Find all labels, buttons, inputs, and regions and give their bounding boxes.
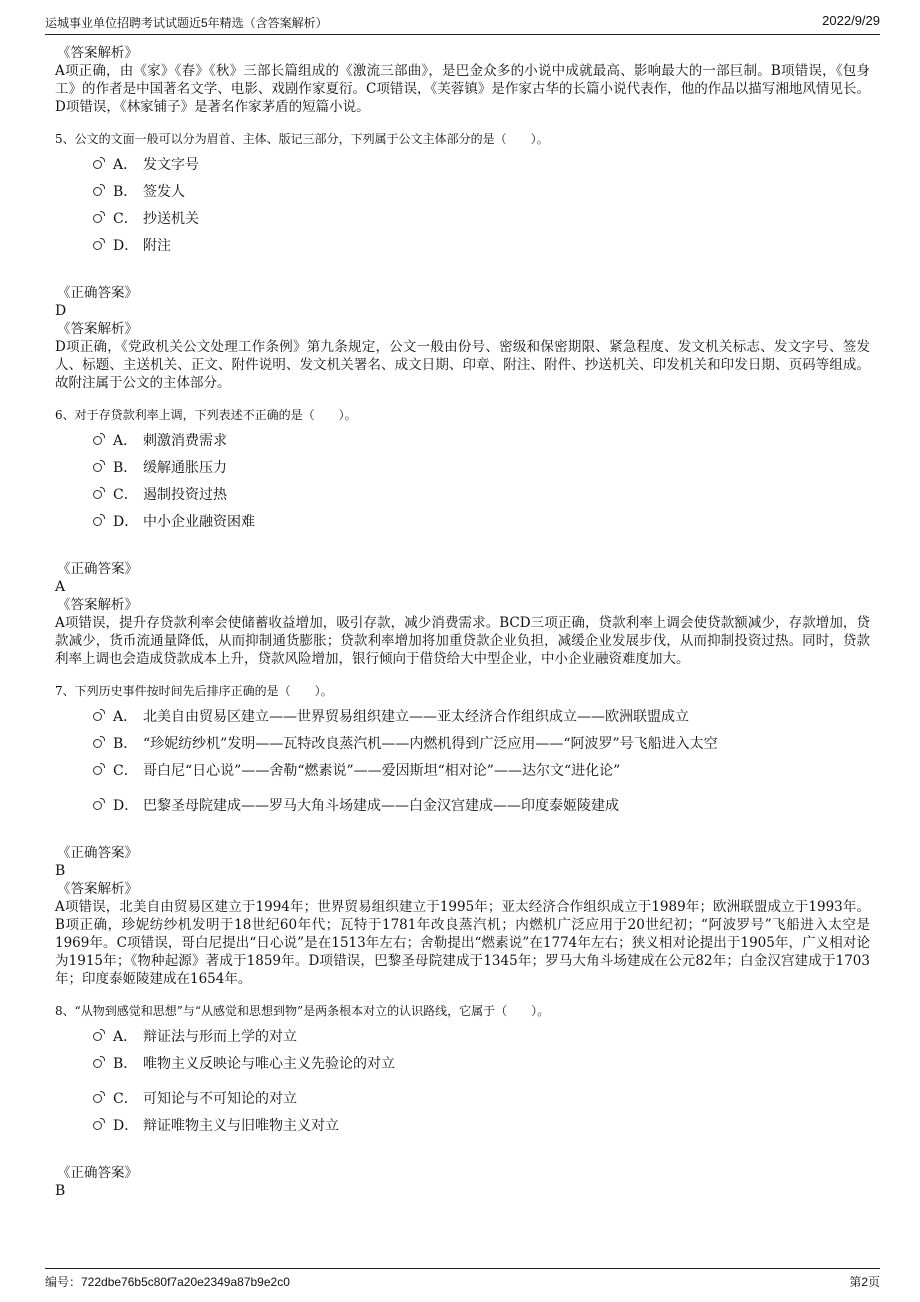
question-7 — [55, 682, 870, 988]
radio-icon[interactable] — [93, 241, 102, 250]
option-b[interactable]: B． 唯物主义反映论与唯心主义先验论的对立 — [55, 1053, 870, 1080]
analysis-label: 《答案解析》 — [57, 597, 138, 613]
page-number: 第2页 — [849, 1275, 880, 1289]
correct-answer-label: 《正确答案》 — [57, 561, 138, 577]
option-b[interactable]: B． 签发人 — [55, 181, 870, 208]
question-stem: 7、下列历史事件按时间先后排序正确的是（ ）。 — [55, 684, 333, 698]
correct-answer-label: 《正确答案》 — [57, 1165, 138, 1181]
radio-icon[interactable] — [93, 712, 102, 721]
radio-icon[interactable] — [93, 214, 102, 223]
radio-icon[interactable] — [93, 1094, 102, 1103]
radio-icon[interactable] — [93, 187, 102, 196]
radio-icon[interactable] — [93, 1032, 102, 1041]
question-stem: 6、对于存贷款利率上调，下列表述不正确的是（ ）。 — [55, 408, 357, 422]
radio-icon[interactable] — [93, 490, 102, 499]
analysis-label: 《答案解析》 — [57, 321, 138, 337]
question-stem: 5、公文的文面一般可以分为眉首、主体、版记三部分，下列属于公文主体部分的是（ ）。 — [55, 132, 549, 146]
correct-answer: D — [55, 303, 67, 319]
document-date: 2022/9/29 — [822, 13, 880, 28]
page-footer — [45, 1268, 880, 1293]
radio-icon[interactable] — [93, 160, 102, 169]
radio-icon[interactable] — [93, 1059, 102, 1068]
option-a[interactable]: A． 辩证法与形而上学的对立 — [55, 1026, 870, 1053]
radio-icon[interactable] — [93, 436, 102, 445]
radio-icon[interactable] — [93, 517, 102, 526]
radio-icon[interactable] — [93, 739, 102, 748]
radio-icon[interactable] — [93, 766, 102, 775]
option-a[interactable]: A． 发文字号 — [55, 154, 870, 181]
correct-answer: B — [55, 863, 66, 879]
correct-answer-label: 《正确答案》 — [57, 285, 138, 301]
option-b[interactable]: B． “珍妮纺纱机”发明——瓦特改良蒸汽机——内燃机得到广泛应用——“阿波罗”号飞船进入太空 — [55, 733, 870, 760]
option-b[interactable]: B． 缓解通胀压力 — [55, 457, 870, 484]
option-a[interactable]: A． 刺激消费需求 — [55, 430, 870, 457]
question-8 — [55, 1002, 870, 1200]
radio-icon[interactable] — [93, 1121, 102, 1130]
question-5 — [55, 130, 870, 392]
option-c[interactable]: C． 可知论与不可知论的对立 — [55, 1088, 870, 1115]
analysis-text: A项错误，北美自由贸易区建立于1994年；世界贸易组织建立于1995年；亚太经济合作组织成立于1989年；欧洲联盟成立于1993年。B项正确，珍妮纺纱机发明于18世纪60年代；瓦特于1781年改良蒸汽机；内燃机广泛应用于20世纪初；“阿波罗号”飞船进入太空是1969年。C项错误，哥白尼提出“日心说”是在1513年左右；舍勒提出“燃素说”在1774年左右；狭义相对论提出于1905年，广义相对论为1915年；《物种起源》著成于1859年。D项错误，巴黎圣母院建成于1345年；罗马大角斗场建成在公元82年；白金汉宫建成于1703年；印度泰姬陵建成在1654年。 — [55, 899, 870, 987]
page-content — [55, 44, 870, 1200]
option-d[interactable]: D． 中小企业融资困难 — [55, 511, 870, 538]
analysis-label: 《答案解析》 — [57, 881, 138, 897]
correct-answer-label: 《正确答案》 — [57, 845, 138, 861]
analysis-text: A项正确，由《家》《春》《秋》三部长篇组成的《激流三部曲》，是巴金众多的小说中成就最高、影响最大的一部巨制。B项错误，《包身工》的作者是中国著名文学、电影、戏剧作家夏衍。C项错误，《芙蓉镇》是作家古华的长篇小说代表作，他的作品以描写湘地风情见长。D项错误，《林家铺子》是著名作家茅盾的短篇小说。 — [55, 63, 870, 115]
radio-icon[interactable] — [93, 463, 102, 472]
analysis-text: A项错误，提升存贷款利率会使储蓄收益增加，吸引存款，减少消费需求。BCD三项正确，贷款利率上调会使贷款额减少，存款增加，贷款减少，货币流通量降低，从而抑制通货膨胀；贷款利率增加将加重贷款企业负担，减缓企业发展步伐，从而抑制投资过热。同时，贷款利率上调也会造成贷款成本上升，贷款风险增加，银行倾向于借贷给大中型企业，中小企业融资难度加大。 — [55, 615, 870, 667]
option-c[interactable]: C． 遏制投资过热 — [55, 484, 870, 511]
document-serial: 编号：722dbe76b5c80f7a20e2349a87b9e2c0 — [45, 1275, 290, 1289]
option-c[interactable]: C． 哥白尼“日心说”——舍勒“燃素说”——爱因斯坦“相对论”——达尔文“进化论” — [55, 760, 870, 787]
question-stem: 8、“从物到感觉和思想”与“从感觉和思想到物”是两条根本对立的认识路线，它属于（ ）。 — [55, 1004, 550, 1018]
analysis-block-q4 — [55, 44, 870, 116]
analysis-text: D项正确，《党政机关公文处理工作条例》第九条规定，公文一般由份号、密级和保密期限、紧急程度、发文机关标志、发文字号、签发人、标题、主送机关、正文、附件说明、发文机关署名、成文日期、印章、附注、附件、抄送机关、印发机关和印发日期、页码等组成。故附注属于公文的主体部分。 — [55, 339, 870, 391]
radio-icon[interactable] — [93, 801, 102, 810]
document-title: 运城事业单位招聘考试试题近5年精选（含答案解析） — [45, 16, 328, 30]
correct-answer: B — [55, 1183, 66, 1199]
page-header — [45, 12, 880, 35]
option-d[interactable]: D． 巴黎圣母院建成——罗马大角斗场建成——白金汉宫建成——印度泰姬陵建成 — [55, 795, 870, 822]
correct-answer: A — [55, 579, 66, 595]
analysis-label: 《答案解析》 — [57, 45, 138, 61]
question-6 — [55, 406, 870, 668]
option-a[interactable]: A． 北美自由贸易区建立——世界贸易组织建立——亚太经济合作组织成立——欧洲联盟成立 — [55, 706, 870, 733]
option-c[interactable]: C． 抄送机关 — [55, 208, 870, 235]
option-d[interactable]: D． 辩证唯物主义与旧唯物主义对立 — [55, 1115, 870, 1142]
option-d[interactable]: D． 附注 — [55, 235, 870, 262]
